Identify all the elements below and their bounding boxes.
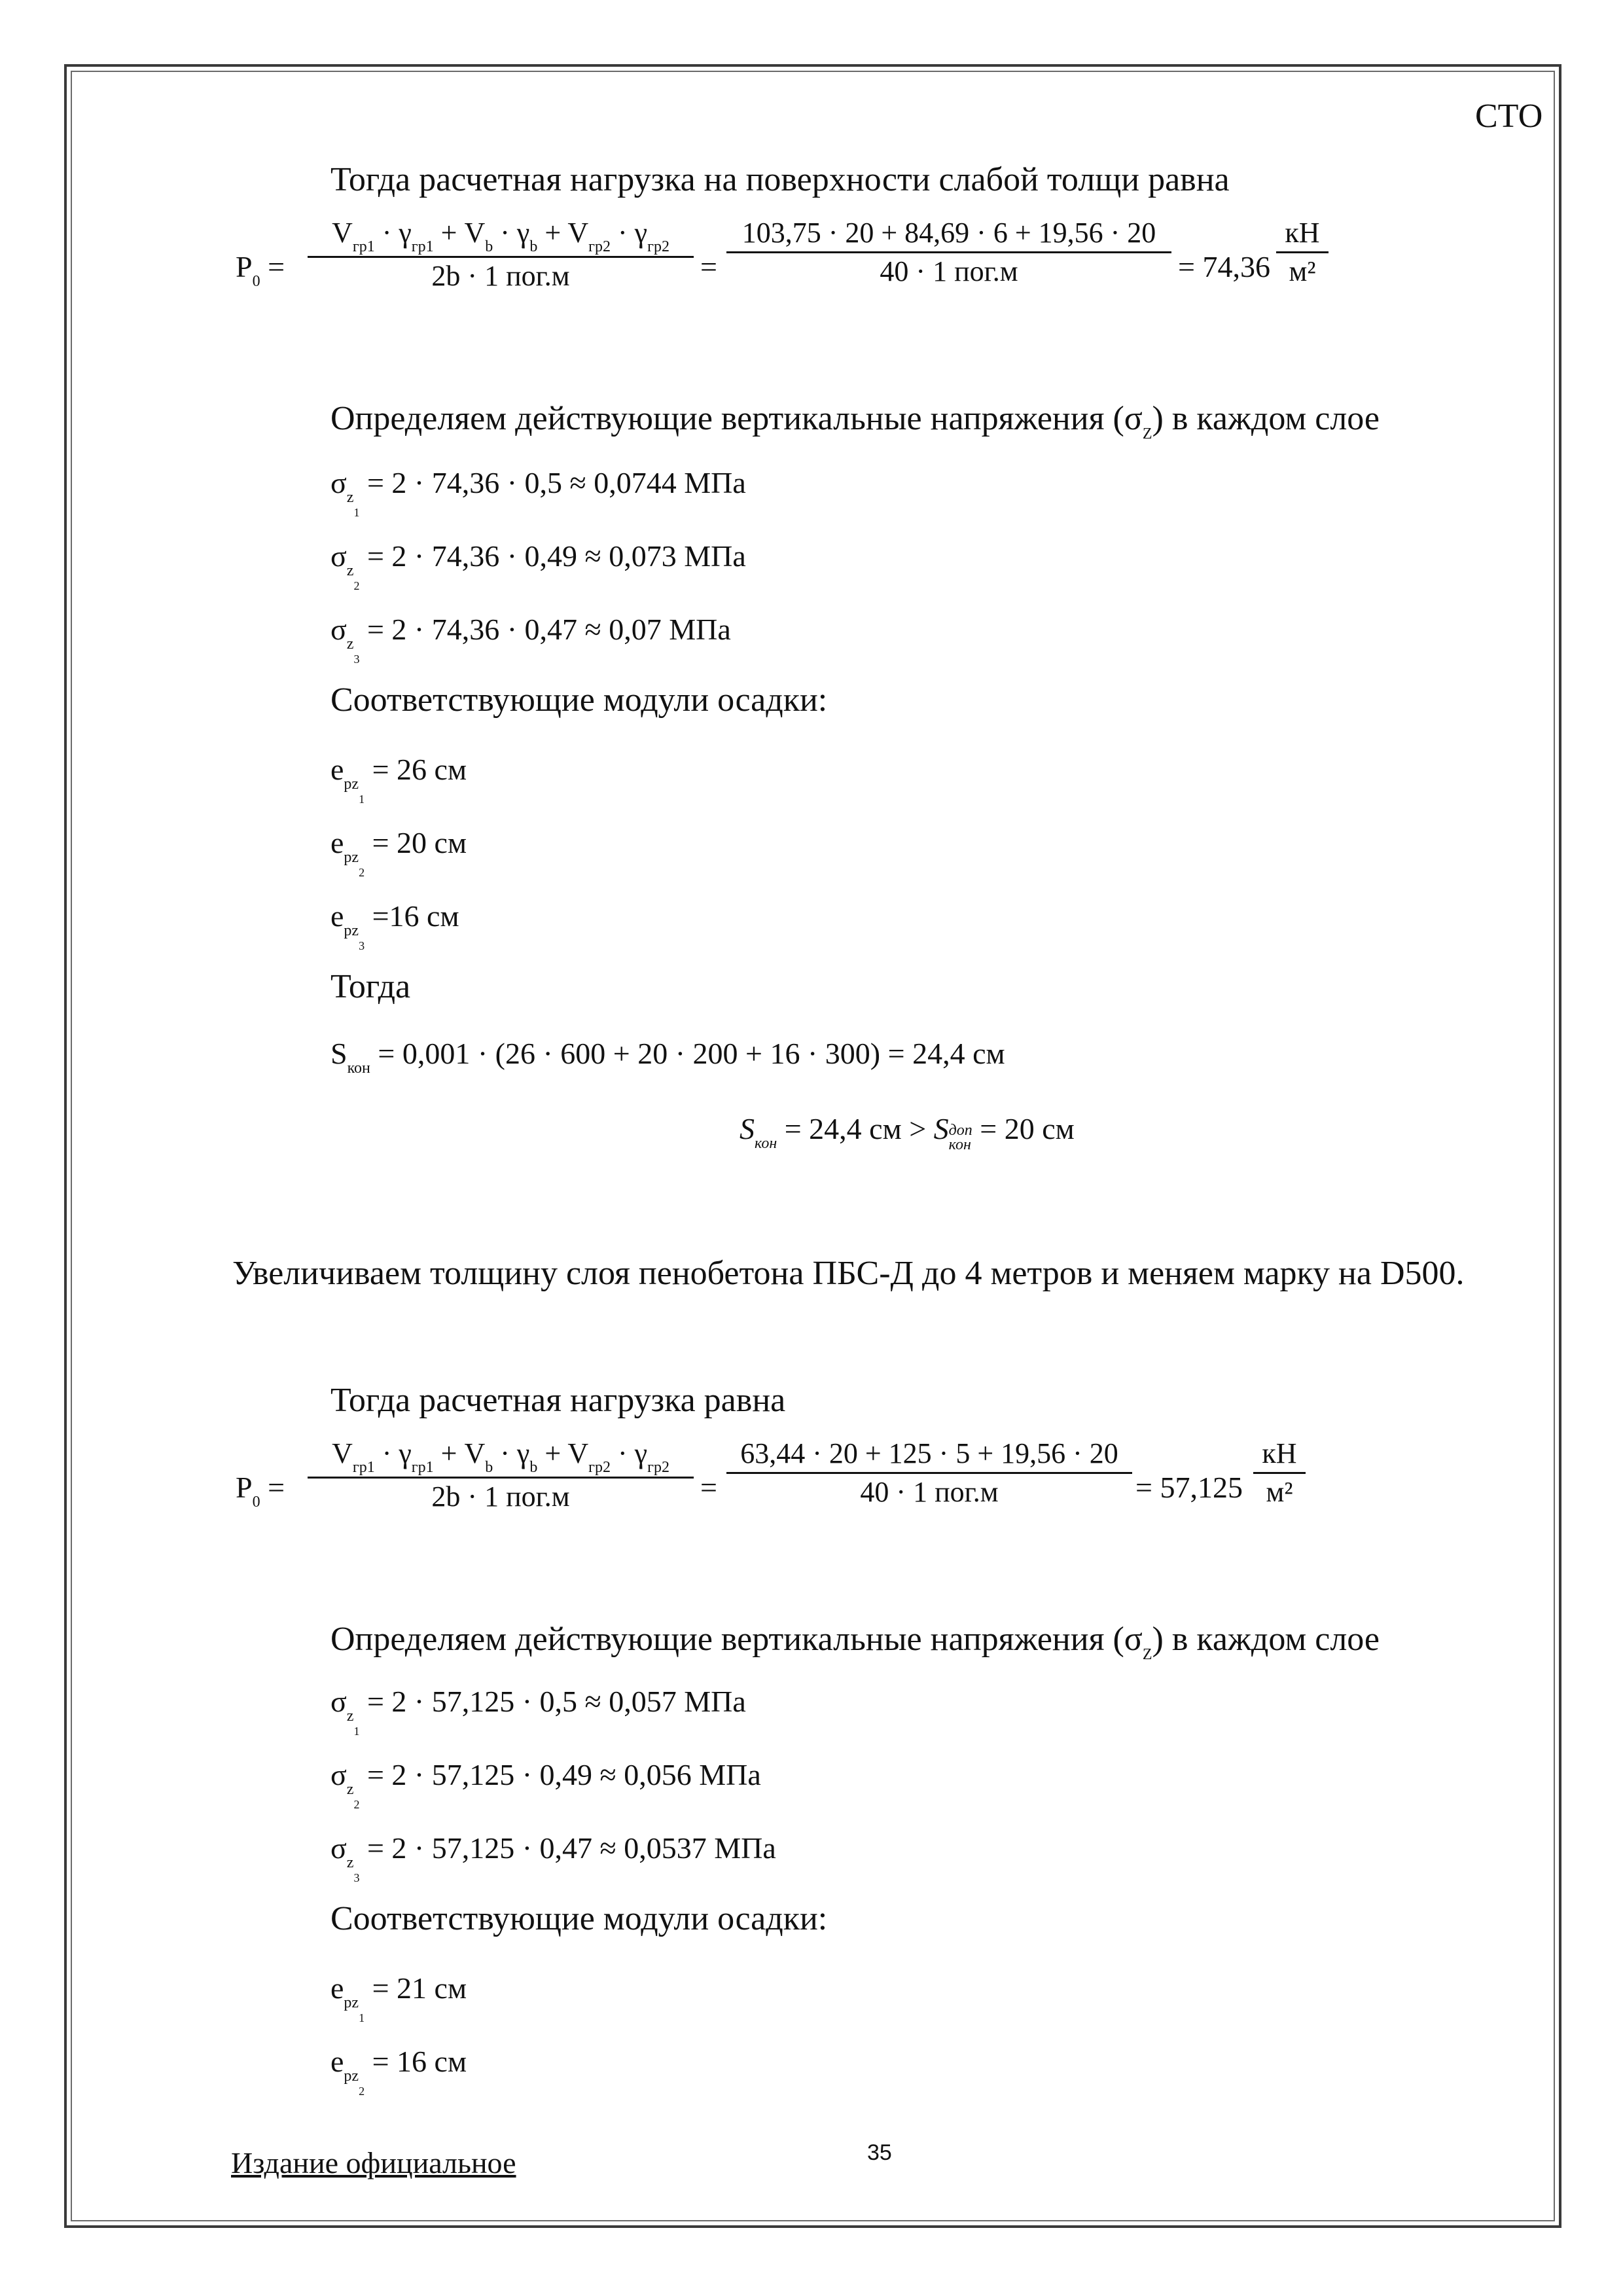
- p0-result: = 74,36: [1178, 250, 1270, 283]
- p0-numeric-denominator: 40 · 1 пог.м: [880, 255, 1018, 287]
- modulus-row: $e_{pz_3} =16$ см: [330, 899, 459, 952]
- load-intro: Тогда расчетная нагрузка на поверхности слабой толщи равна: [330, 161, 1230, 198]
- edition-label: Издание официальное: [231, 2146, 516, 2179]
- s-con-comparison: $S_{кон} = 24,4$ см > S доп кон = 20 см: [740, 1112, 1075, 1153]
- stress-heading-1: Определяем действующие вертикальные напряжения $(\sigma_Z)$ в каждом слое: [330, 400, 1380, 442]
- stress-row: $\sigma_{z_1} = 2 \cdot 74,36 \cdot 0,5 \approx 0,0744$ МПа: [330, 466, 746, 519]
- p0-numeric-denominator-2: 40 · 1 пог.м: [860, 1476, 999, 1508]
- unit-denominator: м²: [1289, 255, 1316, 287]
- unit-numerator-2: кН: [1262, 1437, 1297, 1469]
- modulus-row: $e_{pz_1} = 26$ см: [330, 753, 467, 806]
- modulus-row: $e_{pz_2} = 16$ см: [330, 2045, 467, 2098]
- stress-heading-2: Определяем действующие вертикальные напряжения $(\sigma_Z)$ в каждом слое: [330, 1621, 1380, 1663]
- stress-row: $\sigma_{z_3} = 2 \cdot 57,125 \cdot 0,47 \approx 0,0537$ МПа: [330, 1831, 776, 1884]
- p0-symbolic-denominator-2: 2b · 1 пог.м: [431, 1480, 570, 1513]
- stress-row: $\sigma_{z_2} = 2 \cdot 57,125 \cdot 0,49 \approx 0,056$ МПа: [330, 1758, 761, 1811]
- p0-symbolic-denominator: 2b · 1 пог.м: [431, 260, 570, 292]
- then-label: Тогда: [330, 968, 411, 1005]
- stress-row: $\sigma_{z_3} = 2 \cdot 74,36 \cdot 0,47 \approx 0,07$ МПа: [330, 613, 731, 666]
- thickness-paragraph: Увеличиваем толщину слоя пенобетона ПБС-Д до 4 метров и меняем марку на D500.: [232, 1255, 1465, 1292]
- page-number: 35: [867, 2140, 892, 2165]
- document-code: СТО: [1475, 98, 1543, 135]
- s-con-formula: $S_{кон} = 0,001 \cdot (26 \cdot 600 + 20 \cdot 200 + 16 \cdot 300) = 24,4$ см: [330, 1037, 1005, 1077]
- stress-row: $\sigma_{z_1} = 2 \cdot 57,125 \cdot 0,5 \approx 0,057$ МПа: [330, 1685, 746, 1738]
- modulus-row: $e_{pz_1} = 21$ см: [330, 1971, 467, 2024]
- p0-numeric-numerator-2: 63,44 · 20 + 125 · 5 + 19,56 · 20: [740, 1437, 1118, 1469]
- p0-symbolic-numerator: $V_{гр1} \cdot \gamma_{гр1} + V_b \cdot \gamma_b + V_{гр2} \cdot \gamma_{гр2}$: [332, 217, 669, 255]
- modulus-row: $e_{pz_2} = 20$ см: [330, 826, 467, 879]
- unit-numerator: кН: [1285, 217, 1320, 249]
- unit-denominator-2: м²: [1266, 1476, 1293, 1508]
- load-intro-2: Тогда расчетная нагрузка равна: [330, 1382, 786, 1419]
- p0-result-2: = 57,125: [1135, 1471, 1243, 1504]
- p0-numeric-numerator: 103,75 · 20 + 84,69 · 6 + 19,56 · 20: [741, 217, 1156, 249]
- stress-row: $\sigma_{z_2} = 2 \cdot 74,36 \cdot 0,49 \approx 0,073$ МПа: [330, 539, 746, 592]
- moduli-heading-2: Соответствующие модули осадки:: [330, 1900, 828, 1937]
- p0-symbolic-numerator-2: $V_{гр1} \cdot \gamma_{гр1} + V_b \cdot \gamma_b + V_{гр2} \cdot \gamma_{гр2}$: [332, 1437, 669, 1476]
- moduli-heading-1: Соответствующие модули осадки:: [330, 681, 828, 719]
